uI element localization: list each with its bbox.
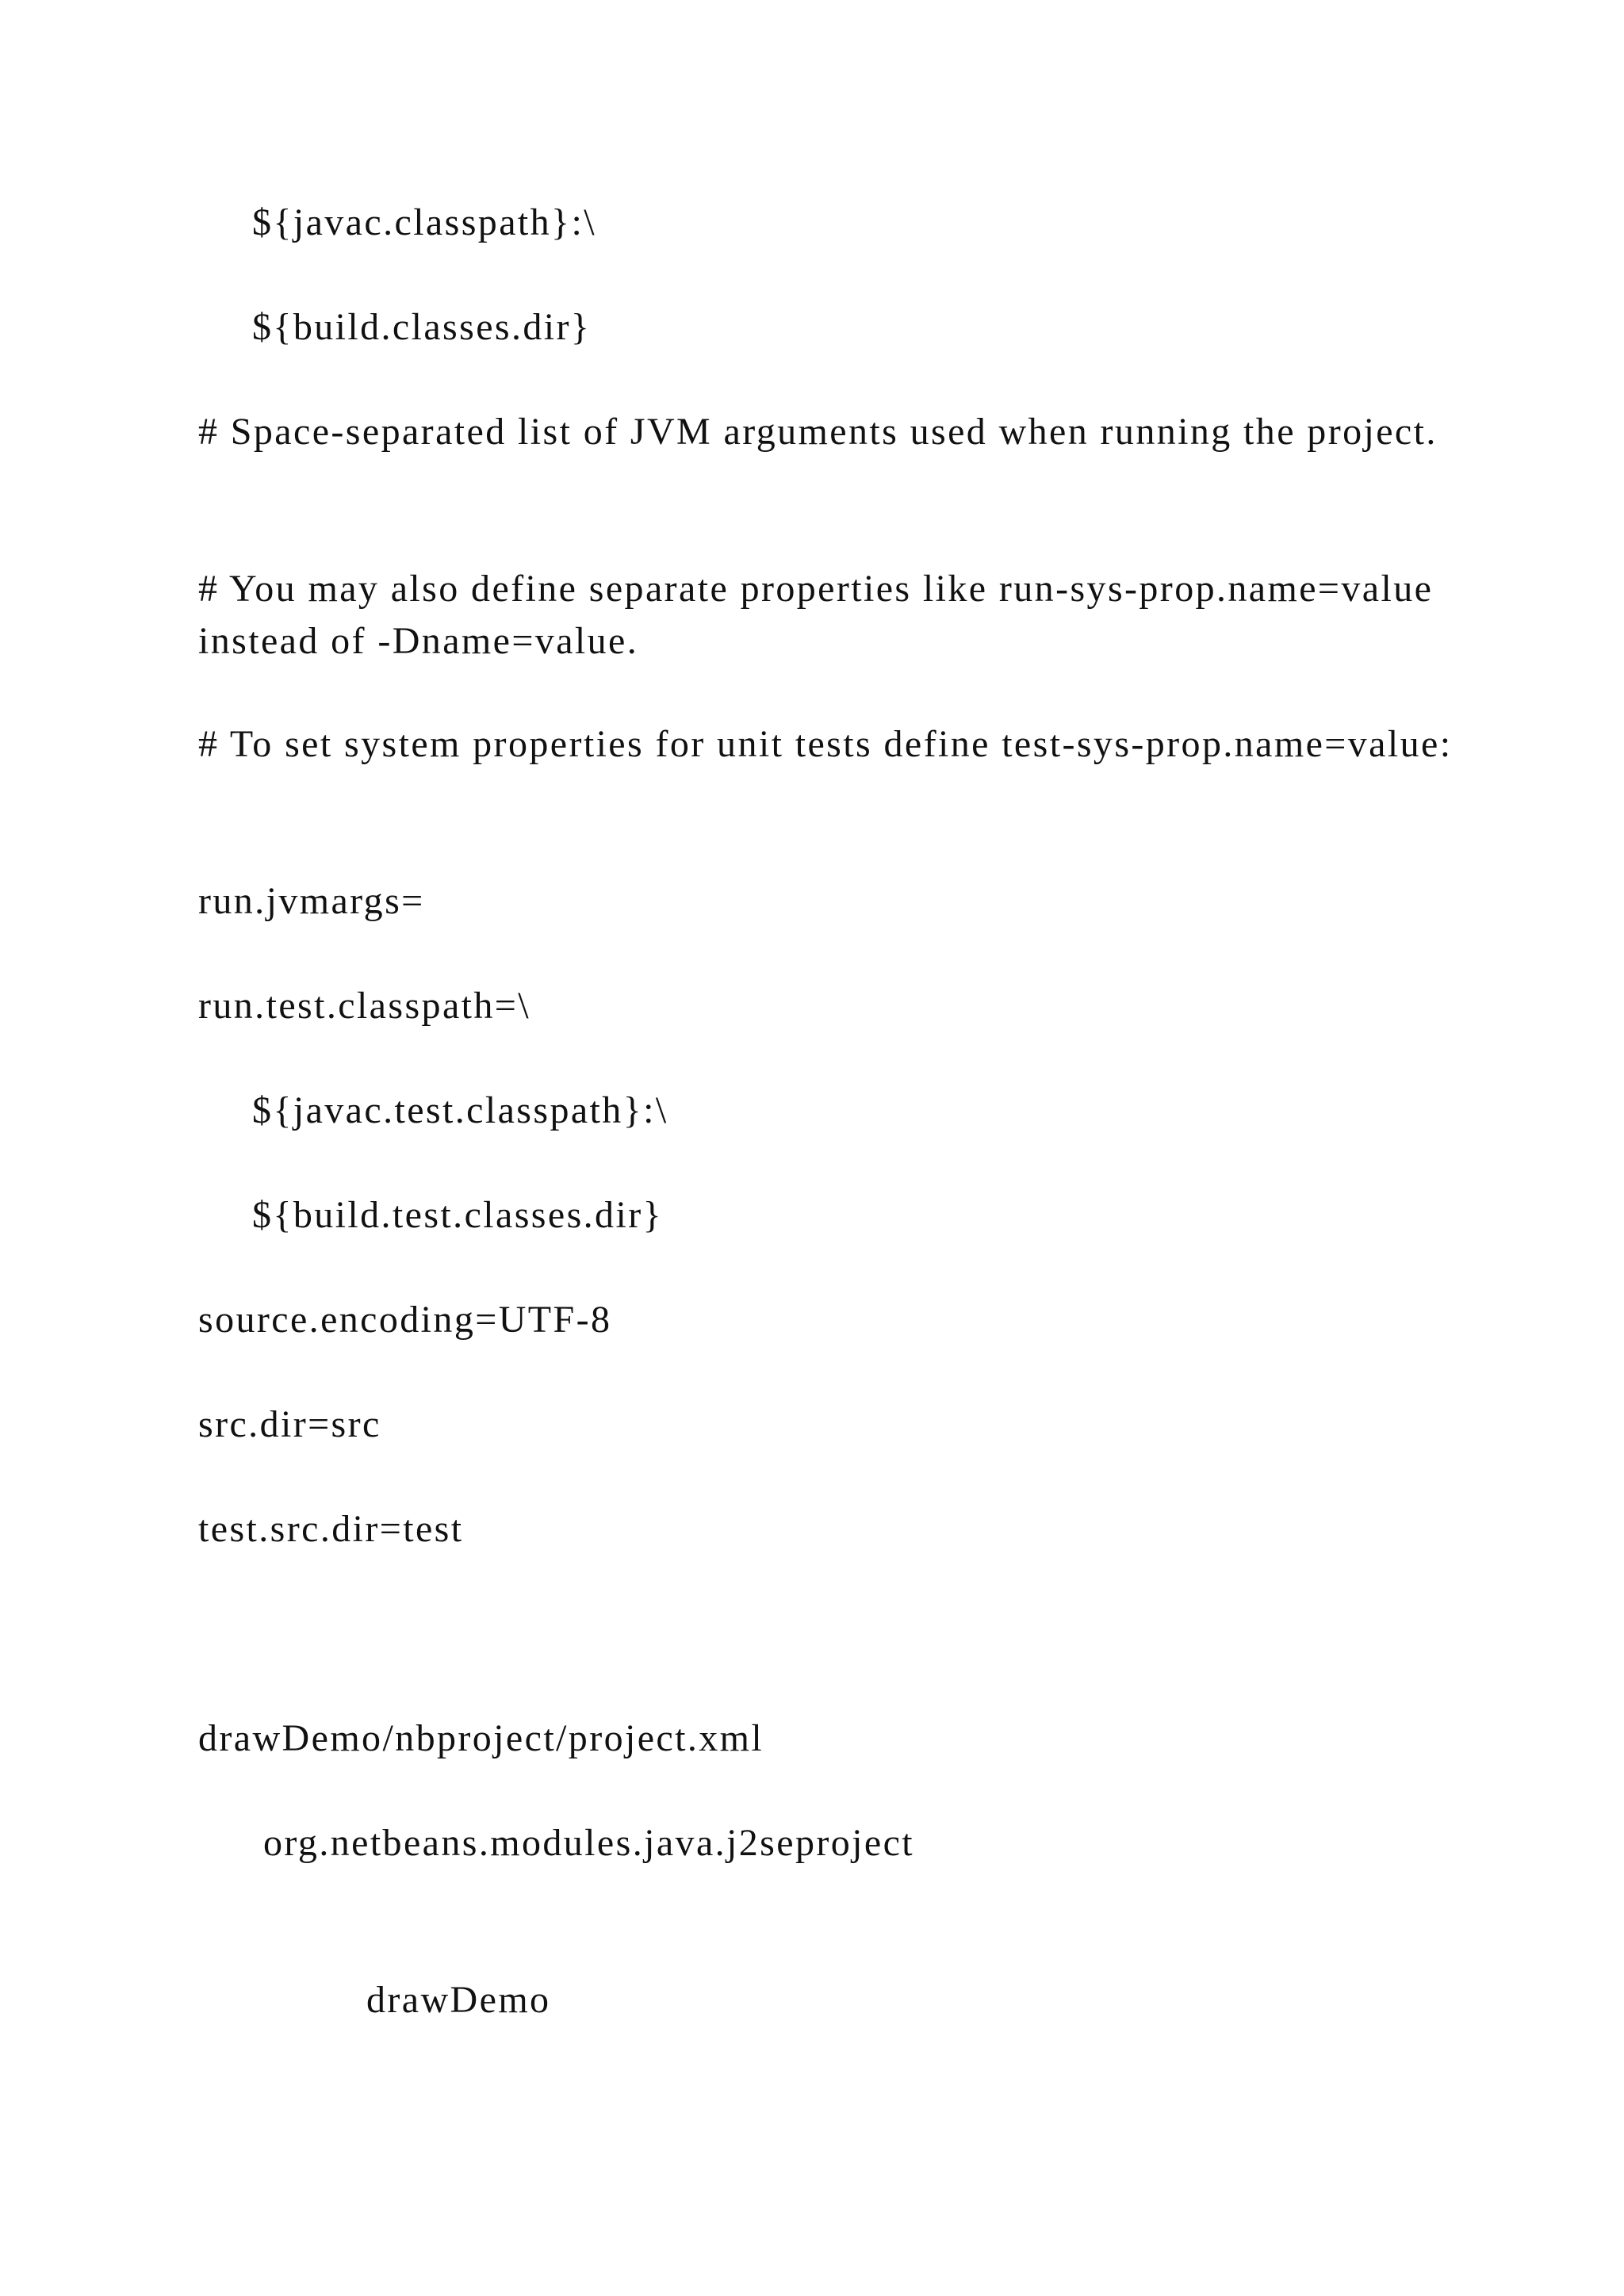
project-xml-path-line: drawDemo/nbproject/project.xml — [198, 1717, 764, 1759]
test-src-dir-line: test.src.dir=test — [198, 1508, 464, 1550]
project-name-line: drawDemo — [366, 1979, 551, 2021]
build-classes-dir-line: ${build.classes.dir} — [252, 306, 592, 348]
unit-test-properties-comment: # To set system properties for unit tests define test-sys-prop.name=value: — [198, 723, 1453, 765]
jvm-arguments-comment: # Space-separated list of JVM arguments used when running the project. — [198, 411, 1438, 453]
build-test-classes-dir-line: ${build.test.classes.dir} — [252, 1194, 664, 1236]
src-dir-line: src.dir=src — [198, 1403, 381, 1445]
run-test-classpath-line: run.test.classpath=\ — [198, 985, 530, 1027]
system-properties-comment: # You may also define separate properties like run-sys-prop.name=value instead of -Dname=value. — [198, 568, 1434, 662]
project-type-line: org.netbeans.modules.java.j2seproject — [263, 1822, 915, 1864]
source-encoding-line: source.encoding=UTF-8 — [198, 1299, 612, 1341]
javac-test-classpath-line: ${javac.test.classpath}:\ — [252, 1089, 668, 1131]
javac-classpath-line: ${javac.classpath}:\ — [252, 201, 596, 243]
run-jvmargs-line: run.jvmargs= — [198, 880, 425, 922]
